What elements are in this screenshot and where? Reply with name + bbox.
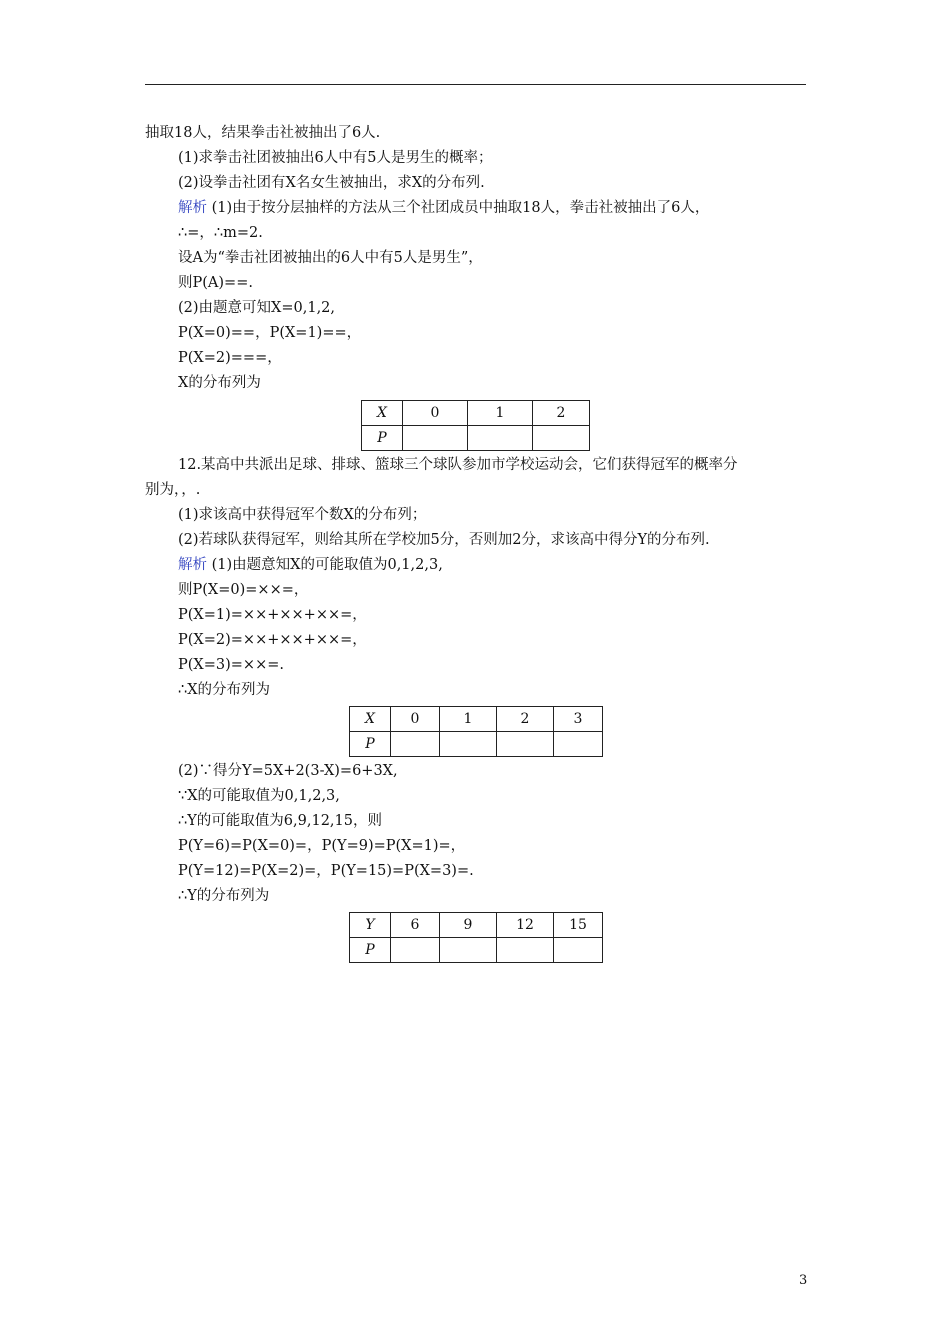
text-line: ∴Y的可能取值为6,9,12,15，则 (178, 813, 382, 829)
text-line: P(Y=12)=P(X=2)=，P(Y=15)=P(X=3)=. (178, 863, 474, 879)
analysis-tag: 解析 (178, 557, 207, 573)
table-cell: 3 (554, 707, 603, 732)
table-cell: 0 (403, 401, 468, 426)
table-cell: 1 (440, 707, 497, 732)
text-line: (1)求该高中获得冠军个数X的分布列； (178, 507, 427, 523)
text-line: 则P(A)==. (178, 275, 253, 291)
table-cell: 9 (440, 913, 497, 938)
text-span: (1)由于按分层抽样的方法从三个社团成员中抽取18人，拳击社被抽出了6人， (207, 200, 710, 216)
text-line: (1)求拳击社团被抽出6人中有5人是男生的概率； (178, 150, 493, 166)
text-line: P(X=1)=××+××+××=， (178, 607, 367, 623)
table-cell (440, 732, 497, 757)
text-line: X的分布列为 (178, 375, 261, 391)
distribution-table-y (349, 912, 603, 963)
table-cell: X (350, 707, 391, 732)
text-line: 抽取18人，结果拳击社被抽出了6人. (145, 125, 381, 141)
text-line: (2)由题意可知X=0,1,2, (178, 300, 336, 316)
table-cell (497, 732, 554, 757)
text-line: 则P(X=0)=××=， (178, 582, 309, 598)
distribution-table-x2 (349, 706, 603, 757)
table-cell: 1 (468, 401, 533, 426)
table-cell (440, 938, 497, 963)
analysis-tag: 解析 (178, 200, 207, 216)
table-cell: 15 (554, 913, 603, 938)
text-line (178, 555, 443, 577)
table-cell: 6 (391, 913, 440, 938)
text-line: P(Y=6)=P(X=0)=，P(Y=9)=P(X=1)=， (178, 838, 466, 854)
text-line: ∴X的分布列为 (178, 682, 271, 698)
text-line (178, 198, 709, 220)
text-line: P(X=2)=××+××+××=， (178, 632, 367, 648)
table-cell: Y (350, 913, 391, 938)
text-line: ∵X的可能取值为0,1,2,3, (178, 788, 340, 804)
text-line: (2)∵得分Y=5X+2(3-X)=6+3X, (178, 763, 398, 779)
text-line: P(X=3)=××=. (178, 657, 284, 673)
table-cell (403, 426, 468, 451)
text-line: 设A为“拳击社团被抽出的6人中有5人是男生”， (178, 250, 483, 266)
text-line: (2)设拳击社团有X名女生被抽出，求X的分布列. (178, 175, 485, 191)
text-line: P(X=0)==，P(X=1)==， (178, 325, 362, 341)
table-cell (391, 732, 440, 757)
text-line: ∴=，∴m=2. (178, 225, 263, 241)
table-cell: 12 (497, 913, 554, 938)
header-rule (145, 84, 806, 85)
table-cell (468, 426, 533, 451)
distribution-table-x (361, 400, 590, 451)
table-cell: X (362, 401, 403, 426)
text-line: 别为，，. (145, 482, 201, 498)
table-cell: 0 (391, 707, 440, 732)
page-number: 3 (799, 1273, 808, 1288)
table-cell: P (362, 426, 403, 451)
text-line: ∴Y的分布列为 (178, 888, 270, 904)
table-cell: P (350, 732, 391, 757)
table-cell (533, 426, 590, 451)
table-cell: 2 (497, 707, 554, 732)
text-line: P(X=2)===， (178, 350, 282, 366)
text-line: (2)若球队获得冠军，则给其所在学校加5分，否则加2分，求该高中得分Y的分布列. (178, 532, 710, 548)
table-cell (497, 938, 554, 963)
text-line: 12.某高中共派出足球、排球、篮球三个球队参加市学校运动会，它们获得冠军的概率分 (178, 457, 738, 473)
table-cell: P (350, 938, 391, 963)
table-cell: 2 (533, 401, 590, 426)
text-span: (1)由题意知X的可能取值为0,1,2,3, (207, 557, 443, 573)
table-cell (554, 732, 603, 757)
table-cell (391, 938, 440, 963)
table-cell (554, 938, 603, 963)
